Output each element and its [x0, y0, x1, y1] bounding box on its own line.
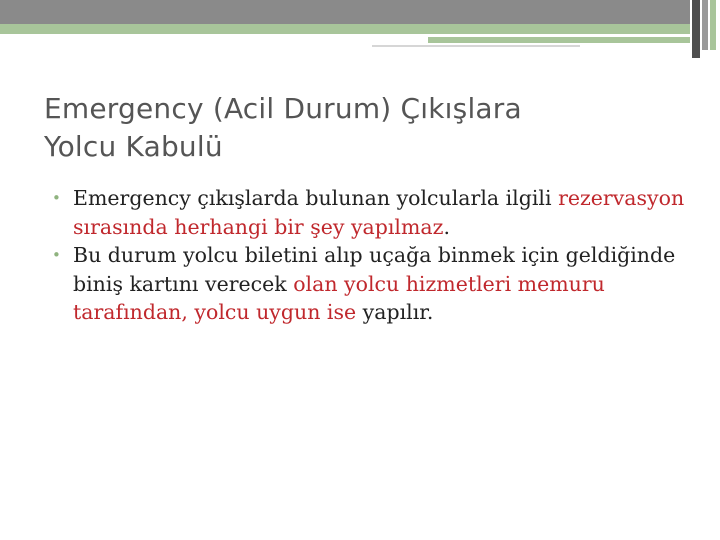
title-line-1: Emergency (Acil Durum) Çıkışlara [44, 92, 522, 125]
bullet-1-end: . [443, 214, 450, 239]
bullet-1-emphasis: rezervasyon sırasında herhangi bir şey yapılmaz [73, 186, 685, 239]
bullet-2-text: Bu durum yolcu biletini alıp uçağa binmek için geldiğinde biniş kartını verecek [73, 243, 676, 296]
header-bar-gray [0, 0, 690, 24]
bullet-item-1 [52, 184, 692, 241]
title-line-2: Yolcu Kabulü [44, 130, 223, 163]
corner-bar-gray [702, 0, 708, 50]
corner-bar-dark [692, 0, 700, 58]
header-accent-green [428, 37, 690, 43]
slide-title [44, 90, 684, 166]
bullet-item-2 [52, 241, 692, 327]
bullet-2-emphasis: olan yolcu hizmetleri memuru tarafından, yolcu uygun ise [73, 271, 605, 324]
bullet-icon: • [52, 246, 61, 264]
header-bar-green [0, 24, 690, 34]
bullet-1-text: Emergency çıkışlarda bulunan yolcularla ilgili [73, 186, 552, 210]
bullet-list [52, 184, 692, 327]
corner-bar-green [710, 0, 716, 50]
bullet-2-end: yapılır. [362, 300, 434, 324]
header-accent-line [372, 45, 580, 47]
bullet-icon: • [52, 189, 61, 207]
